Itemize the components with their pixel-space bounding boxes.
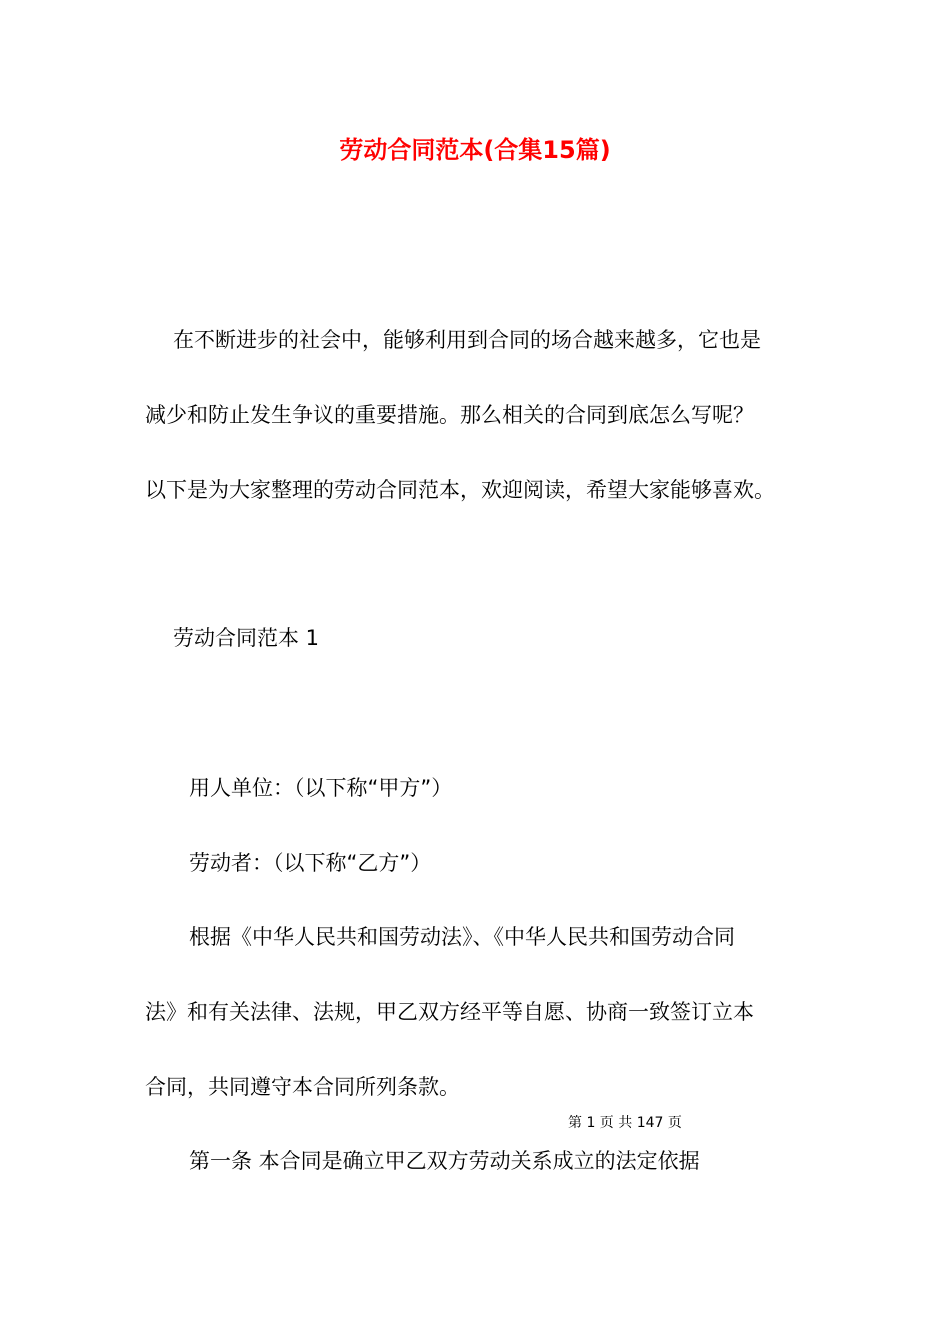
document-title: 劳动合同范本(合集15篇) [339, 136, 611, 164]
intro-line-2: 减少和防止发生争议的重要措施。那么相关的合同到底怎么写呢？ [145, 403, 754, 427]
basis-line-2: 法》和有关法律、法规，甲乙双方经平等自愿、协商一致签订立本 [145, 1000, 754, 1024]
party-b-line: 劳动者：（以下称“乙方”） [189, 851, 432, 875]
page-indicator: 第 1 页 共 147 页 [568, 1115, 682, 1131]
party-a-line: 用人单位：（以下称“甲方”） [189, 776, 453, 800]
article-1-line: 第一条 本合同是确立甲乙双方劳动关系成立的法定依据 [189, 1149, 700, 1173]
basis-line-1: 根据《中华人民共和国劳动法》、《中华人民共和国劳动合同 [189, 925, 735, 949]
basis-line-3: 合同，共同遵守本合同所列条款。 [145, 1075, 460, 1099]
intro-line-1: 在不断进步的社会中，能够利用到合同的场合越来越多，它也是 [173, 328, 761, 352]
section-heading: 劳动合同范本 1 [173, 626, 320, 650]
intro-line-3: 以下是为大家整理的劳动合同范本，欢迎阅读，希望大家能够喜欢。 [145, 478, 775, 502]
